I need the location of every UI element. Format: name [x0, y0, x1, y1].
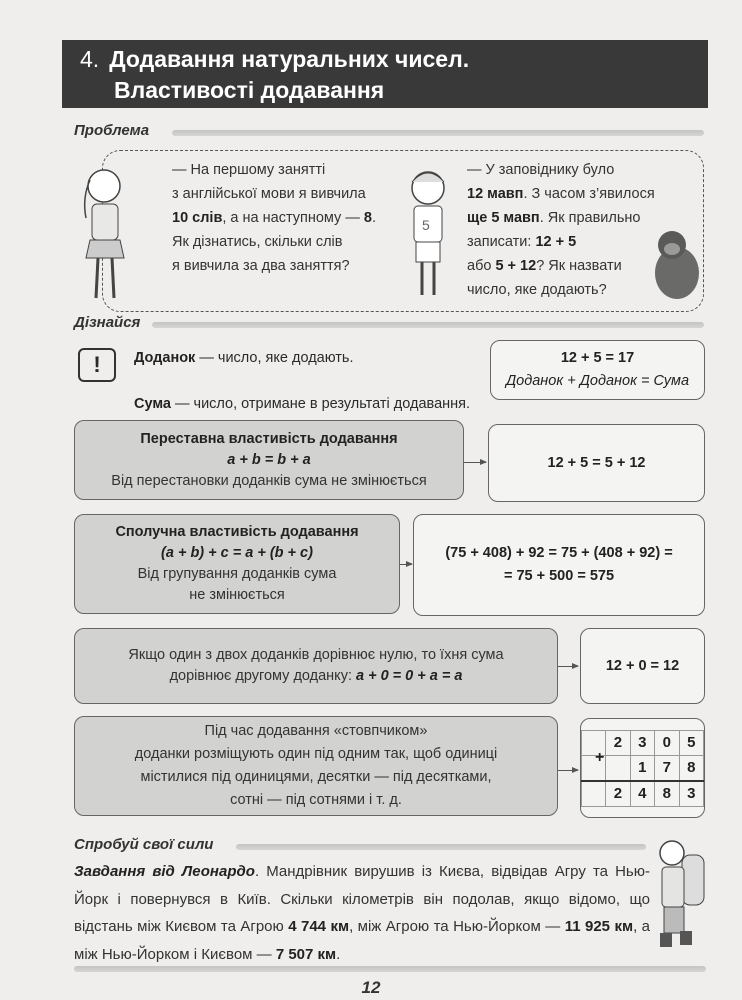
- rule-text: містилися під одиницями, десятки — під десятками,: [140, 769, 492, 785]
- term: Сума: [134, 396, 171, 412]
- rule-text: Від перестановки доданків сума не змінюється: [111, 472, 427, 489]
- rule-formula: a + 0 = 0 + a = a: [356, 668, 463, 684]
- text: або: [467, 258, 496, 274]
- rule-text: доданки розміщують один під одним так, щоб одиниці: [134, 746, 498, 762]
- text: .: [371, 210, 376, 226]
- arrow-icon: [558, 770, 578, 771]
- distance: 11 925 км: [564, 918, 634, 935]
- text-line: [172, 206, 376, 230]
- text: .: [336, 945, 341, 963]
- rule-text: Якщо один з двох доданків дорівнює нулю, то їхня сума: [128, 647, 504, 663]
- lesson-title: [62, 40, 708, 108]
- bold: 8: [363, 210, 372, 226]
- associative-example-box: [413, 514, 705, 616]
- distance: 7 507 км: [275, 945, 337, 963]
- arrow-icon: [464, 462, 486, 463]
- arrow-icon: [558, 666, 578, 667]
- arrow-icon: [400, 564, 412, 565]
- example: 12 + 0 = 12: [605, 657, 680, 674]
- distance: 4 744 км: [288, 918, 350, 935]
- title-line-1: Додавання натуральних чисел.: [109, 46, 470, 72]
- monkey-illustration: [650, 225, 705, 300]
- digit: 3: [630, 730, 654, 755]
- definition: — число, отримане в результаті додавання.: [170, 396, 471, 412]
- bold: 5 + 12: [495, 258, 537, 274]
- definition: — число, яке додають.: [195, 350, 354, 366]
- column-addition: [581, 730, 704, 807]
- text: . Як правильно: [539, 210, 641, 226]
- task-title: Завдання від Леонардо: [74, 863, 255, 880]
- definition-addend: [134, 350, 354, 366]
- lesson-number: 4.: [80, 46, 100, 72]
- traveler-illustration: [652, 835, 712, 955]
- text-line: [467, 254, 655, 278]
- divider: [74, 966, 706, 972]
- rule-text: не змінюється: [189, 587, 285, 603]
- task-text: [74, 858, 650, 968]
- text-line: число, яке додають?: [467, 282, 607, 298]
- page-number: 12: [361, 978, 381, 997]
- sum-example-box: [490, 340, 705, 400]
- digit: 8: [655, 781, 679, 807]
- example-formula: 12 + 5 = 17: [560, 350, 635, 366]
- girl-speech: [172, 158, 376, 278]
- text-line: [467, 206, 655, 230]
- commutative-property-box: [74, 420, 464, 500]
- rule-formula: (a + b) + c = a + (b + c): [161, 545, 313, 561]
- example: 12 + 5 = 5 + 12: [547, 454, 646, 471]
- text-line: [467, 230, 655, 254]
- text: ? Як назвати: [536, 258, 622, 274]
- exclamation-icon: !: [78, 348, 116, 382]
- example-terms: Доданок + Доданок = Сума: [505, 373, 690, 389]
- divider: [236, 844, 646, 850]
- boy-illustration: [398, 160, 458, 305]
- boy-speech: [467, 158, 655, 302]
- definition-sum: [134, 396, 470, 412]
- text-line: з англійської мови я вивчила: [172, 186, 366, 202]
- zero-example-box: [580, 628, 705, 704]
- digit: 1: [630, 755, 654, 781]
- rule-text: [75, 666, 557, 687]
- learn-heading: Дізнайся: [74, 314, 141, 331]
- digit: 5: [679, 730, 703, 755]
- rule-title: Переставна властивість додавання: [140, 430, 398, 447]
- rule-text: сотні — під сотнями і т. д.: [230, 792, 402, 808]
- digit: 3: [679, 781, 703, 807]
- text: , між Агрою та Нью-Йорком —: [349, 918, 565, 935]
- text-line: — У заповіднику було: [467, 162, 615, 178]
- text-line: я вивчила за два заняття?: [172, 258, 350, 274]
- column-addition-box: [74, 716, 558, 816]
- bold: 12 мавп: [467, 186, 524, 202]
- title-line-2: Властивості додавання: [114, 77, 385, 103]
- text: , а на наступному —: [222, 210, 364, 226]
- digit: 7: [655, 755, 679, 781]
- text: дорівнює другому доданку:: [169, 668, 356, 684]
- digit: [606, 755, 630, 781]
- plus-sign: +: [595, 748, 605, 766]
- rule-formula: a + b = b + a: [227, 451, 311, 468]
- divider: [172, 130, 704, 136]
- digit: 8: [679, 755, 703, 781]
- girl-illustration: [72, 158, 142, 308]
- digit: 2: [606, 730, 630, 755]
- text: записати:: [467, 234, 536, 250]
- rule-title: Сполучна властивість додавання: [115, 524, 359, 540]
- bold: 12 + 5: [535, 234, 577, 250]
- rule-text: Від групування доданків сума: [137, 566, 337, 582]
- text-line: [467, 182, 655, 206]
- digit: 0: [655, 730, 679, 755]
- digit: 2: [606, 781, 630, 807]
- zero-property-box: [74, 628, 558, 704]
- svg-text:5: 5: [422, 217, 430, 233]
- text: , а між Нью-Йорком і Києвом —: [74, 918, 651, 963]
- problem-heading: Проблема: [74, 122, 150, 139]
- example-line: = 75 + 500 = 575: [503, 568, 615, 584]
- text-line: Як дізнатись, скільки слів: [172, 234, 343, 250]
- associative-property-box: [74, 514, 400, 614]
- commutative-example-box: [488, 424, 705, 502]
- term: Доданок: [134, 350, 196, 366]
- example-line: (75 + 408) + 92 = 75 + (408 + 92) =: [445, 545, 673, 561]
- divider: [152, 322, 704, 328]
- bold: ще 5 мавп: [467, 210, 540, 226]
- column-example-box: [580, 718, 705, 818]
- bold: 10 слів: [172, 210, 223, 226]
- text: . Мандрівник вирушив із Києва, відвідав Агру та Нью-Йорк і повернувся в Київ. Скільки кілометрів він подолав, якщо відомо, що відстань між Києвом та Агрою: [74, 863, 650, 935]
- text-line: — На першому занятті: [172, 162, 326, 178]
- try-heading: Спробуй свої сили: [74, 836, 214, 853]
- digit: 4: [630, 781, 654, 807]
- rule-text: Під час додавання «стовпчиком»: [204, 723, 428, 739]
- text: . З часом з’явилося: [523, 186, 655, 202]
